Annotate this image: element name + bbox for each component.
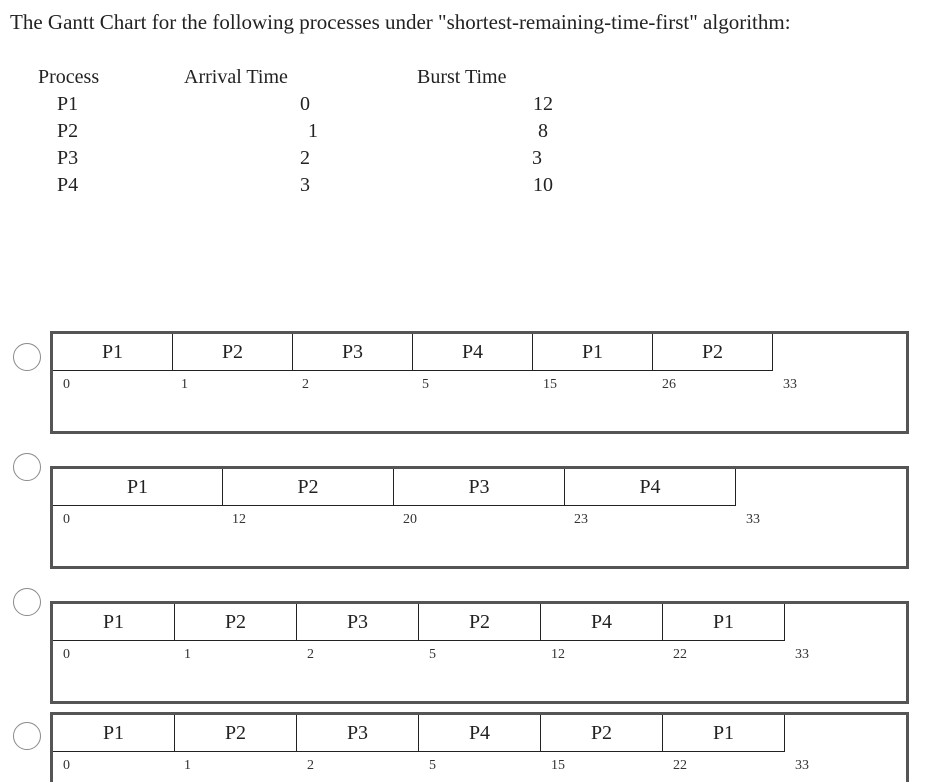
gantt-bar: [53, 604, 785, 641]
question-text: The Gantt Chart for the following processes under "shortest-remaining-time-first" algorithm:: [10, 10, 791, 34]
radio-button[interactable]: [13, 343, 41, 371]
time-tick: 22: [673, 647, 687, 662]
row-burst: 10: [533, 174, 553, 196]
time-tick: 5: [422, 377, 429, 392]
gantt-segment: P2: [653, 334, 773, 370]
row-arrival: 0: [300, 93, 310, 115]
gantt-segment: P3: [297, 604, 419, 640]
time-tick: 26: [662, 377, 676, 392]
row-arrival: 3: [300, 174, 310, 196]
time-tick: 12: [551, 647, 565, 662]
gantt-segment: P2: [541, 715, 663, 751]
gantt-segment: P1: [663, 715, 785, 751]
gantt-segment: P4: [541, 604, 663, 640]
gantt-segment: P1: [533, 334, 653, 370]
time-tick: 1: [184, 758, 191, 773]
gantt-segment: P2: [173, 334, 293, 370]
gantt-segment: P2: [223, 469, 394, 505]
gantt-segment: P1: [53, 715, 175, 751]
gantt-segment: P1: [663, 604, 785, 640]
gantt-segment: P2: [175, 715, 297, 751]
gantt-segment: P2: [175, 604, 297, 640]
time-tick: 0: [63, 377, 70, 392]
time-tick: 22: [673, 758, 687, 773]
time-tick: 5: [429, 758, 436, 773]
time-tick: 15: [551, 758, 565, 773]
time-tick: 33: [795, 758, 809, 773]
header-burst-time: Burst Time: [417, 66, 507, 88]
gantt-segment: P2: [419, 604, 541, 640]
time-tick: 33: [795, 647, 809, 662]
row-process: P3: [57, 147, 79, 169]
gantt-chart: [50, 712, 909, 782]
time-tick: 33: [783, 377, 797, 392]
time-tick: 1: [181, 377, 188, 392]
row-burst: 3: [532, 147, 542, 169]
row-process: P2: [57, 120, 79, 142]
time-tick: 2: [307, 647, 314, 662]
time-tick: 1: [184, 647, 191, 662]
time-tick: 33: [746, 512, 760, 527]
process-table: [0, 62, 620, 202]
gantt-segment: P1: [53, 334, 173, 370]
header-process: Process: [38, 66, 100, 88]
row-burst: 8: [538, 120, 548, 142]
time-tick: 0: [63, 647, 70, 662]
gantt-segment: P3: [394, 469, 565, 505]
time-tick: 0: [63, 758, 70, 773]
gantt-bar: [53, 334, 773, 371]
radio-button[interactable]: [13, 453, 41, 481]
time-tick: 5: [429, 647, 436, 662]
time-tick: 2: [302, 377, 309, 392]
gantt-segment: P3: [297, 715, 419, 751]
radio-button[interactable]: [13, 722, 41, 750]
gantt-segment: P4: [413, 334, 533, 370]
time-tick: 0: [63, 512, 70, 527]
radio-button[interactable]: [13, 588, 41, 616]
gantt-segment: P4: [419, 715, 541, 751]
gantt-segment: P1: [53, 604, 175, 640]
row-arrival: 2: [300, 147, 310, 169]
row-process: P4: [57, 174, 79, 196]
time-tick: 20: [403, 512, 417, 527]
gantt-chart: [50, 601, 909, 704]
time-tick: 23: [574, 512, 588, 527]
gantt-segment: P1: [53, 469, 223, 505]
row-arrival: 1: [308, 120, 318, 142]
header-arrival-time: Arrival Time: [184, 66, 288, 88]
gantt-chart: [50, 331, 909, 434]
time-tick: 15: [543, 377, 557, 392]
gantt-bar: [53, 715, 785, 752]
gantt-segment: P4: [565, 469, 736, 505]
gantt-bar: [53, 469, 736, 506]
row-burst: 12: [533, 93, 553, 115]
time-tick: 12: [232, 512, 246, 527]
gantt-chart: [50, 466, 909, 569]
time-tick: 2: [307, 758, 314, 773]
gantt-segment: P3: [293, 334, 413, 370]
row-process: P1: [57, 93, 79, 115]
